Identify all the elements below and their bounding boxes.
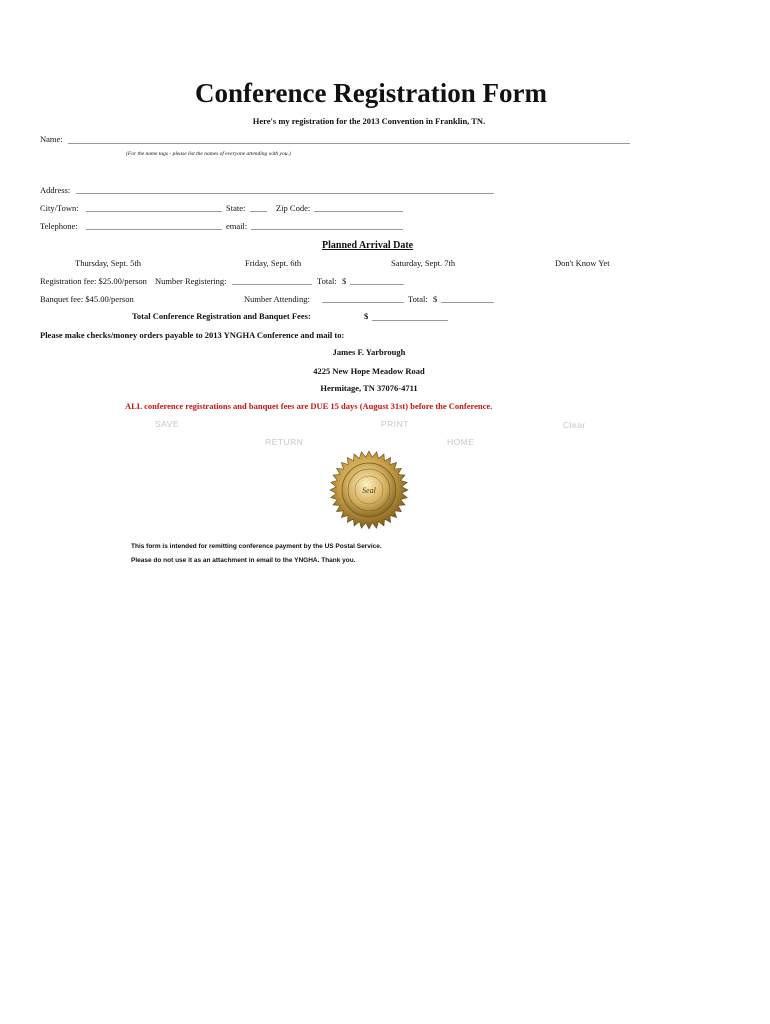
registration-total-label: Total: [317, 276, 337, 286]
seal-text: Seal [362, 486, 376, 495]
number-registering-label: Number Registering: [155, 276, 227, 286]
arrival-option-saturday[interactable]: Saturday, Sept. 7th [391, 258, 456, 268]
banquet-fee-label: Banquet fee: $45.00/person [40, 294, 134, 304]
zip-label: Zip Code: [276, 203, 311, 213]
payee-city: Hermitage, TN 37076-4711 [320, 383, 418, 393]
city-field[interactable] [86, 211, 222, 212]
number-registering-field[interactable] [232, 284, 312, 285]
page-title: Conference Registration Form [195, 78, 547, 108]
deadline-notice: ALL conference registrations and banquet fees are DUE 15 days (August 31st) before the Conference. [125, 401, 493, 411]
address-field[interactable] [76, 193, 494, 194]
footer-line-1: This form is intended for remitting conference payment by the US Postal Service. [131, 543, 382, 550]
arrival-title: Planned Arrival Date [322, 240, 414, 251]
name-field[interactable] [68, 143, 630, 144]
email-label: email: [226, 221, 248, 231]
grand-total-dollar-sign: $ [364, 311, 369, 321]
name-note: (For the name tags - please list the names of everyone attending with you.) [126, 151, 291, 157]
return-button[interactable]: RETURN [265, 437, 304, 447]
footer-line-2: Please do not use it as an attachment in email to the YNGHA. Thank you. [131, 557, 356, 564]
number-attending-label: Number Attending: [244, 294, 310, 304]
telephone-label: Telephone: [40, 221, 78, 231]
number-attending-field[interactable] [322, 302, 404, 303]
state-label: State: [226, 203, 246, 213]
banquet-total-field[interactable] [441, 302, 494, 303]
grand-total-label: Total Conference Registration and Banquet Fees: [132, 311, 311, 321]
payee-street: 4225 New Hope Meadow Road [313, 366, 425, 376]
print-button[interactable]: PRINT [381, 419, 409, 429]
arrival-option-friday[interactable]: Friday, Sept. 6th [245, 258, 302, 268]
page-subtitle: Here's my registration for the 2013 Convention in Franklin, TN. [252, 116, 486, 126]
registration-total-field[interactable] [350, 284, 404, 285]
state-field[interactable] [250, 211, 267, 212]
name-label: Name: [40, 134, 63, 144]
banquet-total-label: Total: [408, 294, 428, 304]
clear-button[interactable]: Clear [563, 420, 586, 430]
grand-total-field[interactable] [372, 320, 448, 321]
payee-name: James F. Yarbrough [332, 347, 406, 357]
home-button[interactable]: HOME [447, 437, 475, 447]
registration-dollar-sign: $ [342, 276, 347, 286]
registration-fee-label: Registration fee: $25.00/person [40, 276, 147, 286]
city-label: City/Town: [40, 203, 79, 213]
zip-field[interactable] [314, 211, 403, 212]
email-field[interactable] [251, 229, 403, 230]
banquet-dollar-sign: $ [433, 294, 438, 304]
address-label: Address: [40, 185, 71, 195]
payment-instructions: Please make checks/money orders payable to 2013 YNGHA Conference and mail to: [40, 330, 345, 340]
gold-seal-icon [329, 450, 409, 530]
arrival-option-thursday[interactable]: Thursday, Sept. 5th [75, 258, 142, 268]
arrival-option-unknown[interactable]: Don't Know Yet [555, 258, 610, 268]
telephone-field[interactable] [86, 229, 222, 230]
save-button[interactable]: SAVE [155, 419, 180, 429]
